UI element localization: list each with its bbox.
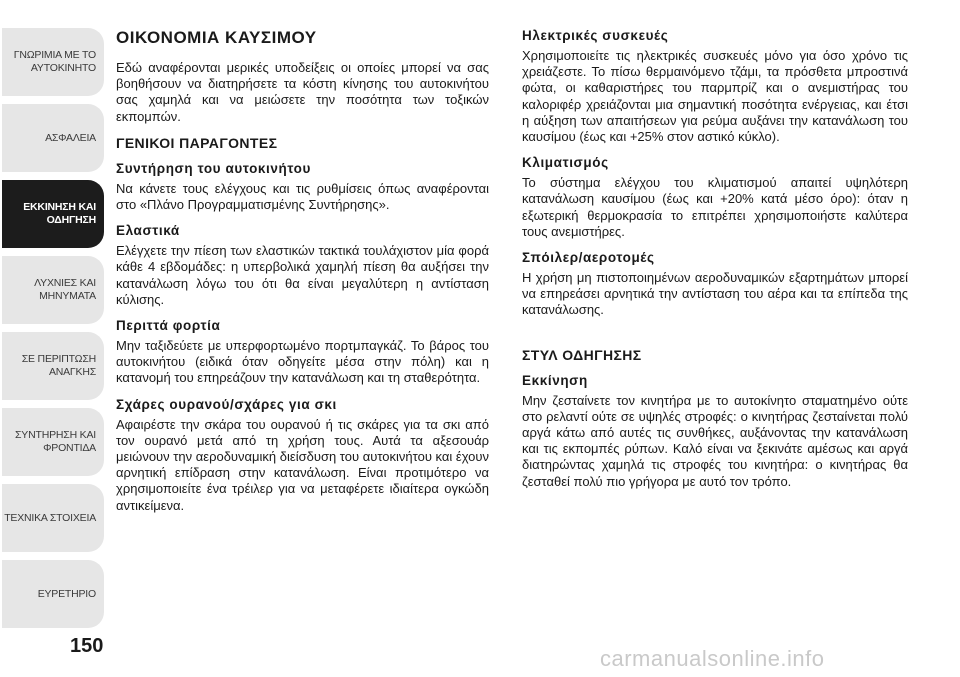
watermark: carmanualsonline.info — [600, 646, 825, 671]
subheading-racks: Σχάρες ουρανού/σχάρες για σκι — [116, 396, 337, 412]
spacer — [522, 329, 908, 337]
page-title: ΟΙΚΟΝΟΜΙΑ ΚΑΥΣΙΜΟΥ — [116, 28, 317, 47]
tab-emergency[interactable] — [2, 332, 104, 400]
subheading-loads: Περιττά φορτία — [116, 318, 221, 334]
tab-label: ΑΣΦΑΛΕΙΑ — [45, 131, 96, 144]
subheading-climate: Κλιματισμός — [522, 155, 609, 171]
tab-starting-driving[interactable] — [2, 180, 104, 248]
subheading-tyres: Ελαστικά — [116, 223, 180, 239]
tab-label: ΓΝΩΡΙΜΙΑ ΜΕ ΤΟ ΑΥΤΟΚΙΝΗΤΟ — [13, 49, 96, 74]
tab-getting-to-know[interactable] — [2, 28, 104, 96]
subheading-electrical: Ηλεκτρικές συσκευές — [522, 28, 669, 43]
tab-label: ΣΕ ΠΕΡΙΠΤΩΣΗ ΑΝΑΓΚΗΣ — [21, 353, 96, 378]
paragraph-electrical: Χρησιμοποιείτε τις ηλεκτρικές συσκευές μόνο για όσο χρόνο τις χρειάζεστε. Το πίσω θερμαινόμενο τζάμι, τα πρόσθετα μπροστινά φώτα, οι καθαριστήρες του παρμπρίζ και ο ανεμιστήρας του καλοριφέρ χρειάζονται μια σημαντική ποσότητα ενέργειας, και έτσι η αύξηση των απαιτήσεων για ρεύμα αυξάνει την κατανάλωση του καυσίμου (έως και +25% στον αστικό κύκλο). — [522, 48, 908, 145]
paragraph-maintenance: Να κάνετε τους ελέγχους και τις ρυθμίσεις όπως αναφέρονται στο «Πλάνο Προγραμματισμένης Συντήρησης». — [116, 180, 489, 213]
tab-technical-data[interactable] — [2, 484, 104, 552]
subheading-maintenance: Συντήρηση του αυτοκινήτου — [116, 160, 311, 176]
tab-maintenance[interactable] — [2, 408, 104, 476]
intro-paragraph: Εδώ αναφέρονται μερικές υποδείξεις οι οποίες μπορεί να σας βοηθήσουν να διατηρήσετε τα κόστη κίνησης του αυτοκινήτου σας χαμηλά και να μειώσετε την ποσότητα των τοξικών εκπομπών. — [116, 60, 489, 124]
tab-index[interactable] — [2, 560, 104, 628]
subheading-spoiler: Σπόιλερ/αεροτομές — [522, 250, 655, 266]
right-column — [522, 28, 908, 500]
paragraph-spoiler: Η χρήση μη πιστοποιημένων αεροδυναμικών εξαρτημάτων μπορεί να επηρεάσει αρνητικά την αντίσταση του αέρα και τα επίπεδα της κατανάλωσης. — [522, 270, 908, 318]
tab-label: ΕΚΚΙΝΗΣΗ ΚΑΙ ΟΔΗΓΗΣΗ — [23, 201, 96, 226]
tab-label: ΣΥΝΤΗΡΗΣΗ ΚΑΙ ΦΡΟΝΤΙΔΑ — [15, 429, 96, 454]
section-heading-general: ΓΕΝΙΚΟΙ ΠΑΡΑΓΟΝΤΕΣ — [116, 134, 278, 151]
paragraph-climate: Το σύστημα ελέγχου του κλιματισμού απαιτεί υψηλότερη κατανάλωση καυσίμου (έως και +20% κατά μέσο όρο): όταν η εξωτερική θερμοκρασία το επιτρέπει χρησιμοποιήστε καλύτερα τους ανεμιστήρες. — [522, 175, 908, 239]
paragraph-start: Μην ζεσταίνετε τον κινητήρα με το αυτοκίνητο σταματημένο ούτε στο ρελαντί ούτε σε υψηλές στροφές: ο κινητήρας ζεσταίνεται πολύ αργά κάτω από αυτές τις συνθήκες, αυξάνοντας την κατανάλωση και τις εκπομπές ρύπων. Καλό είναι να ξεκινάτε αμέσως και αργά διατηρώντας χαμηλά τις στροφές του κινητήρα: ο κινητήρας θα ζεσταθεί πολύ πιο γρήγορα με αυτό τον τρόπο. — [522, 392, 908, 489]
tab-label: ΕΥΡΕΤΗΡΙΟ — [37, 587, 96, 600]
page-number: 150 — [70, 635, 104, 657]
paragraph-racks: Αφαιρέστε την σκάρα του ουρανού ή τις σκάρες για τα σκι από τον ουρανό μετά από τη χρήση τους. Αυτά τα αξεσουάρ μειώνουν την αεροδυναμική διείσδυση του αυτοκινήτου και έχουν αρνητική επίδραση στην κατανάλωση. Είναι προτιμότερο να χρησιμοποιείτε ένα τρέιλερ για να μεταφέρετε ιδιαίτερα ογκώδη αντικείμενα. — [116, 416, 490, 513]
left-column — [116, 28, 489, 524]
paragraph-tyres: Ελέγχετε την πίεση των ελαστικών τακτικά τουλάχιστον μία φορά κάθε 4 εβδομάδες: η υπερβολικά χαμηλή πίεση θα αυξήσει την κατανάλωση λόγω του ότι θα είναι μεγαλύτερη η αντίσταση κύλισης. — [116, 243, 489, 307]
section-heading-driving-style: ΣΤΥΛ ΟΔΗΓΗΣΗΣ — [522, 346, 642, 363]
subheading-start: Εκκίνηση — [522, 372, 588, 388]
paragraph-loads: Μην ταξιδεύετε με υπερφορτωμένο πορτμπαγκάζ. Το βάρος του αυτοκινήτου (ειδικά όταν οδηγείτε μέσα στην πόλη) και η κατανομή του επηρεάζουν την κατανάλωση και τη σταθερότητα. — [116, 338, 489, 386]
tab-label: ΛΥΧΝΙΕΣ ΚΑΙ ΜΗΝΥΜΑΤΑ — [34, 277, 96, 302]
tab-safety[interactable] — [2, 104, 104, 172]
tab-label: ΤΕΧΝΙΚΑ ΣΤΟΙΧΕΙΑ — [4, 511, 96, 524]
tab-warning-lights[interactable] — [2, 256, 104, 324]
